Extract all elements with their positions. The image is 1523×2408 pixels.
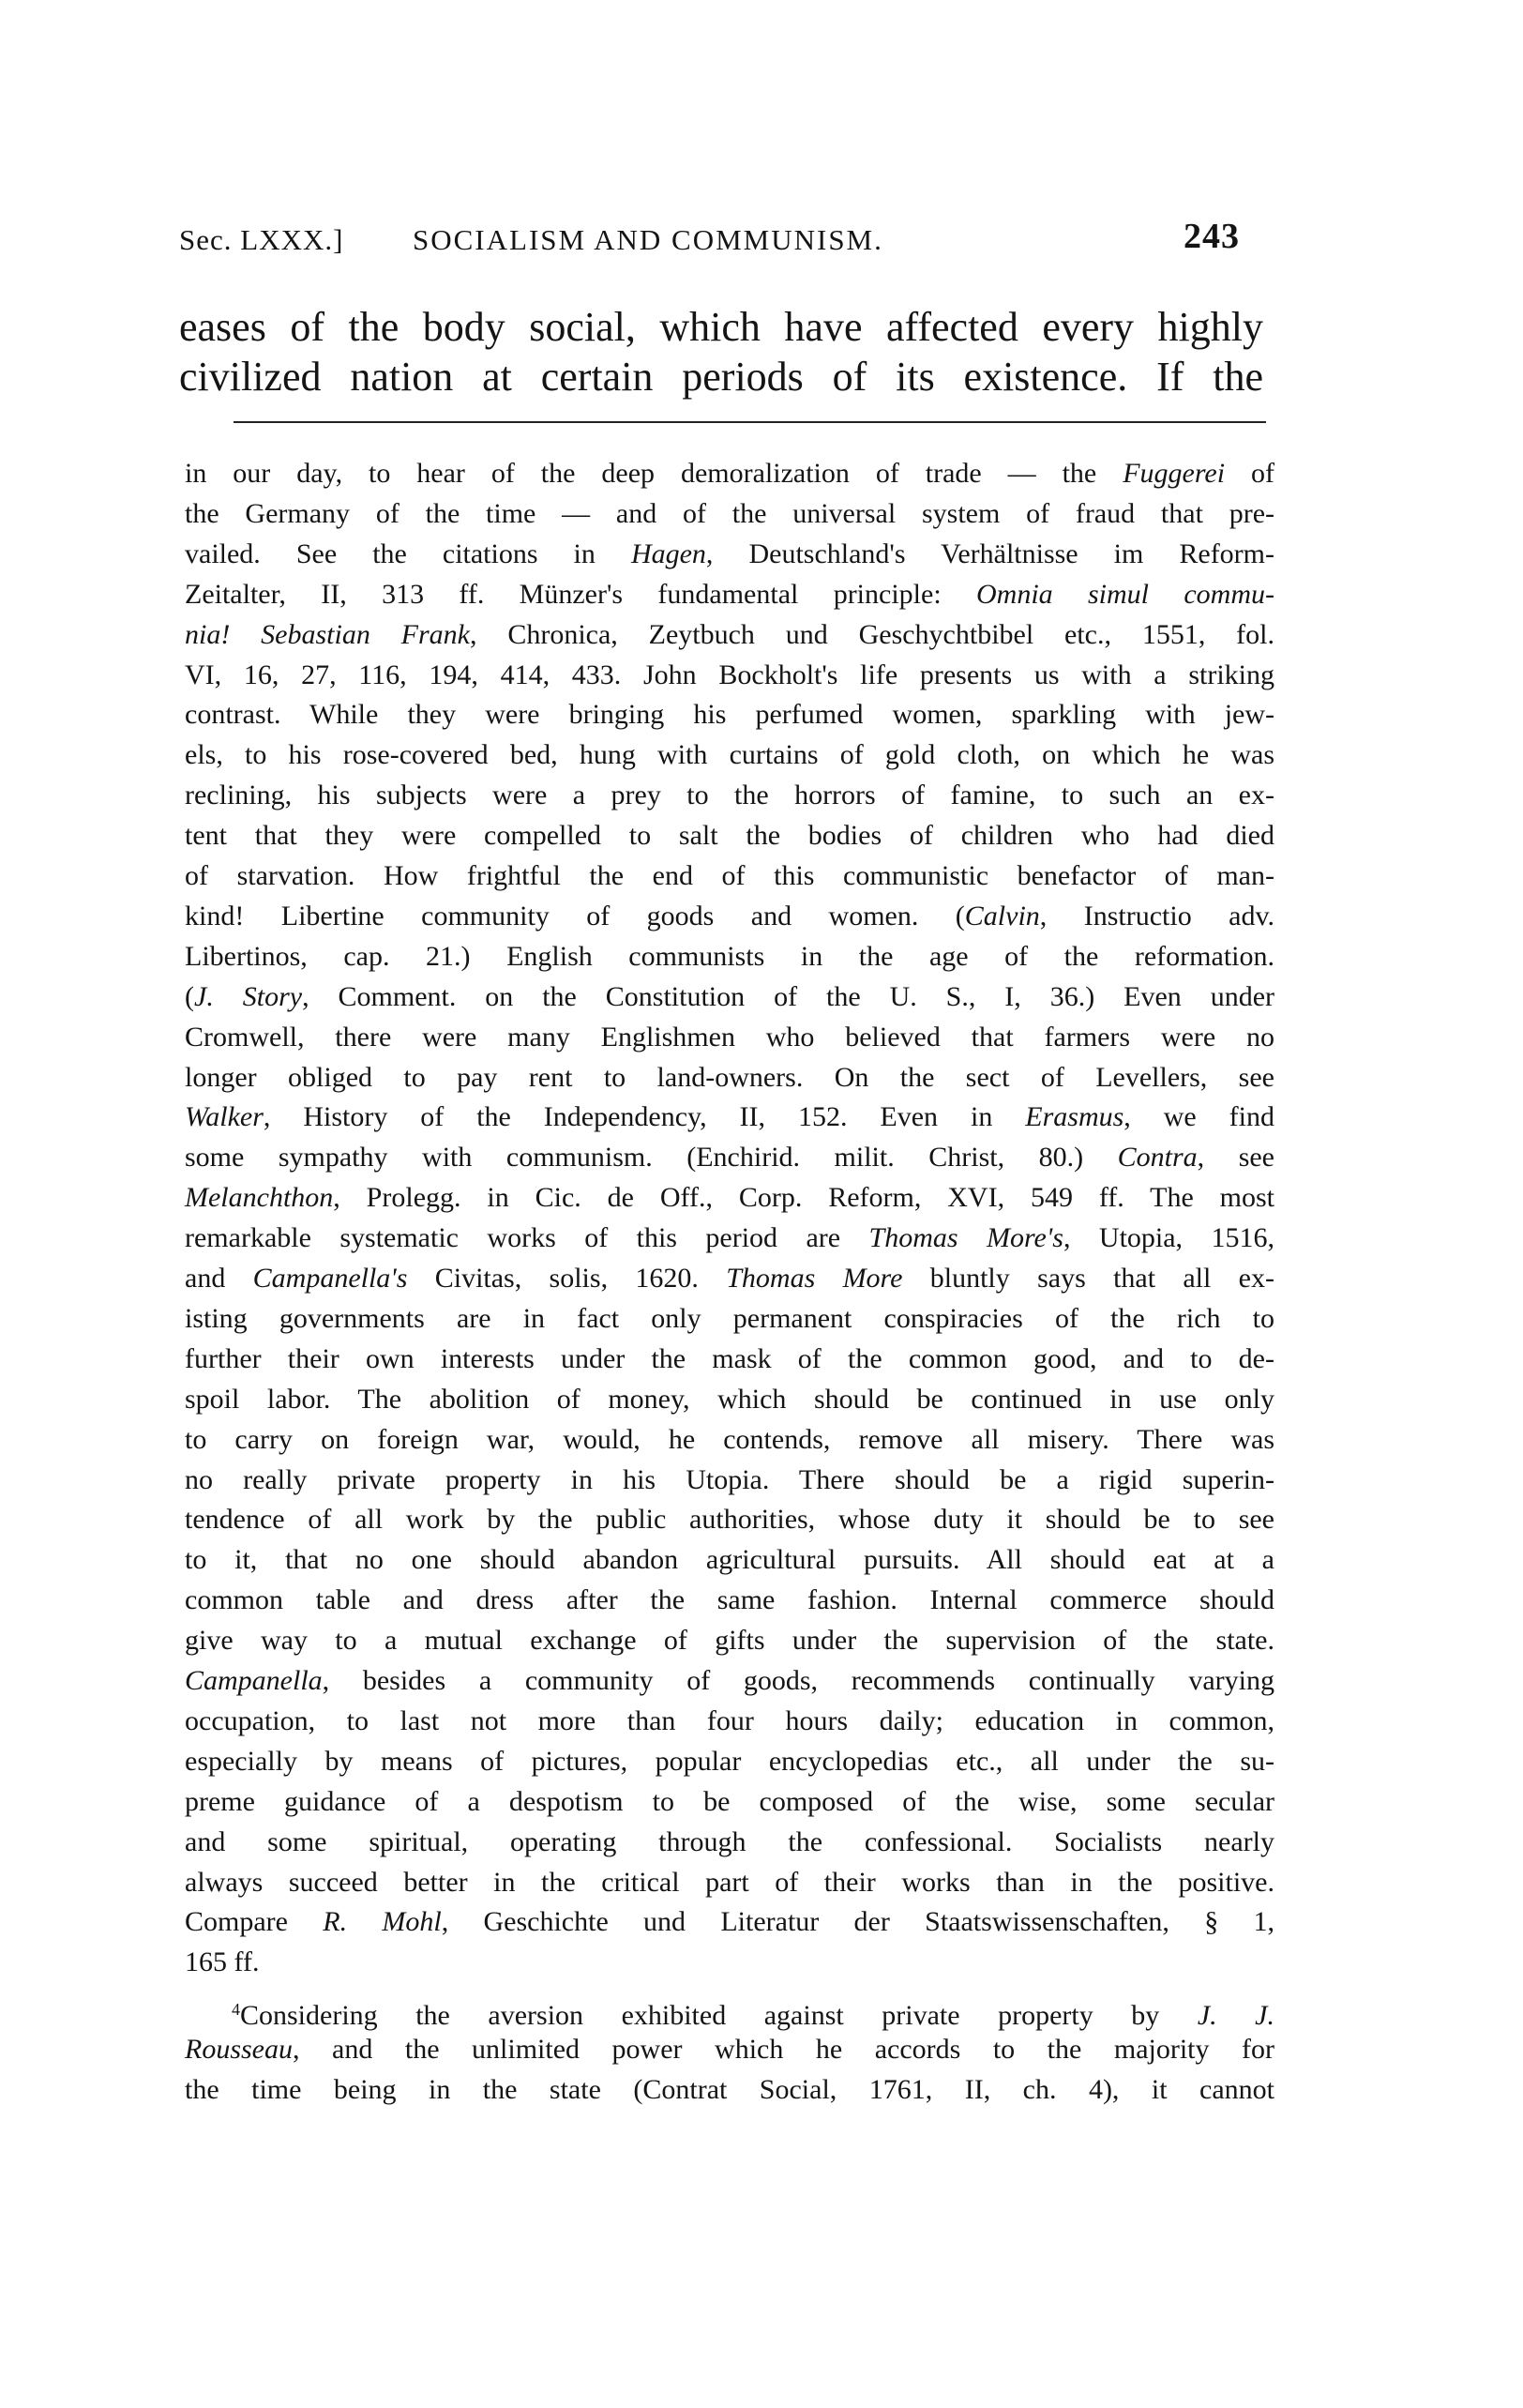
footnote-line xyxy=(185,2031,1274,2068)
text-run: preme guidance of a despotism to be composed of the wise, some secular xyxy=(185,1785,1274,1817)
text-run: , Prolegg. in Cic. de Off., Corp. Reform, XVI, 549 ff. The most xyxy=(333,1182,1274,1214)
footnote-line xyxy=(185,696,1274,734)
footnote-line xyxy=(185,1179,1274,1217)
footnote-line xyxy=(185,1300,1274,1338)
page-number: 243 xyxy=(1184,217,1240,256)
text-run: kind! Libertine community of goods and women. ( xyxy=(185,900,965,931)
text-run: common table and dress after the same fashion. Internal commerce should xyxy=(185,1584,1274,1616)
text-run: , we find xyxy=(1123,1101,1274,1133)
footnote-divider xyxy=(234,421,1266,423)
footnote-line xyxy=(185,1864,1274,1901)
text-run: , Instructio adv. xyxy=(1039,900,1274,931)
italic-citation: Campanella's xyxy=(252,1263,408,1294)
text-run: to carry on foreign war, would, he contends, remove all misery. There was xyxy=(185,1423,1274,1455)
footnote-line xyxy=(185,455,1274,492)
footnote-line xyxy=(185,1944,1274,1981)
italic-citation: Thomas More's xyxy=(868,1222,1063,1254)
text-run: , see xyxy=(1197,1142,1275,1174)
footnote-line xyxy=(185,857,1274,895)
body-text-line: civilized nation at certain periods of its existence. If the xyxy=(179,354,1263,400)
text-run: VI, 16, 27, 116, 194, 414, 433. John Bockholt's life presents us with a striking xyxy=(185,659,1274,690)
text-run: Zeitalter, II, 313 ff. Münzer's fundamental principle: xyxy=(185,578,976,610)
text-run: , and the unlimited power which he accords to the majority for xyxy=(293,2034,1274,2066)
footnote-line xyxy=(185,1824,1274,1861)
footnote-line xyxy=(232,1991,1274,2035)
text-run: Cromwell, there were many Englishmen who believed that farmers were no xyxy=(185,1021,1274,1053)
body-text-line: eases of the body social, which have affected every highly xyxy=(179,304,1263,350)
text-run: occupation, to last not more than four hours daily; education in common, xyxy=(185,1704,1274,1736)
text-run: , Deutschland's Verhältnisse im Reform- xyxy=(705,538,1274,569)
text-run: the Germany of the time — and of the universal system of fraud that pre- xyxy=(185,497,1274,529)
footnote-line xyxy=(185,1783,1274,1821)
footnote-line xyxy=(185,777,1274,814)
text-run: tent that they were compelled to salt the bodies of children who had died xyxy=(185,820,1274,852)
italic-citation: Contra xyxy=(1117,1142,1198,1174)
footnote-line xyxy=(185,1582,1274,1619)
text-run: isting governments are in fact only permanent conspiracies of the rich to xyxy=(185,1302,1274,1334)
footnote-line xyxy=(185,1461,1274,1499)
italic-citation: Rousseau xyxy=(185,2034,293,2066)
text-run: remarkable systematic works of this period are xyxy=(185,1222,869,1254)
text-run: of starvation. How frightful the end of this communistic benefactor of man- xyxy=(185,860,1274,891)
italic-citation: Melanchthon xyxy=(185,1182,334,1214)
italic-citation: Erasmus xyxy=(1025,1101,1124,1133)
text-run: of xyxy=(1225,458,1274,489)
italic-citation: nia! Sebastian Frank xyxy=(185,618,470,650)
footnote-marker: 4 xyxy=(232,2000,240,2020)
text-run: give way to a mutual exchange of gifts under the supervision of the state. xyxy=(185,1625,1274,1657)
text-run: and xyxy=(185,1263,253,1294)
italic-citation: Omnia simul commu- xyxy=(976,578,1274,610)
footnote-line xyxy=(185,1260,1274,1297)
section-label: Sec. LXXX.] xyxy=(179,223,344,256)
text-run: to it, that no one should abandon agricultural pursuits. All should eat at a xyxy=(185,1544,1274,1576)
footnote-line xyxy=(185,978,1274,1016)
footnote-line xyxy=(185,1219,1274,1257)
footnote-line xyxy=(185,1139,1274,1176)
footnote-line xyxy=(185,817,1274,855)
text-run: and some spiritual, operating through the confessional. Socialists nearly xyxy=(185,1825,1274,1857)
text-run: ( xyxy=(185,980,194,1012)
footnote-line xyxy=(185,1098,1274,1136)
text-run: els, to his rose-covered bed, hung with curtains of gold cloth, on which he was xyxy=(185,739,1274,771)
text-run: bluntly says that all ex- xyxy=(902,1263,1274,1294)
text-run: , Comment. on the Constitution of the U. S., I, 36.) Even under xyxy=(302,980,1274,1012)
text-run: Considering the aversion exhibited against private property by xyxy=(240,2000,1198,2032)
text-run: , besides a community of goods, recommends continually varying xyxy=(322,1665,1274,1696)
italic-citation: R. Mohl xyxy=(323,1906,442,1938)
text-run: , History of the Independency, II, 152. Even in xyxy=(263,1101,1026,1133)
footnote-line xyxy=(185,736,1274,774)
footnote-line xyxy=(185,2071,1274,2109)
footnote-line xyxy=(185,657,1274,694)
footnote-line xyxy=(185,1421,1274,1459)
footnote-line xyxy=(185,495,1274,533)
footnote-line xyxy=(185,1501,1274,1538)
footnote-line xyxy=(185,1019,1274,1056)
text-run: , Chronica, Zeytbuch und Geschychtbibel etc., 1551, fol. xyxy=(469,618,1274,650)
footnote-line xyxy=(185,938,1274,976)
footnote-line xyxy=(185,1340,1274,1378)
text-run: no really private property in his Utopia. There should be a rigid superin- xyxy=(185,1463,1274,1495)
text-run: in our day, to hear of the deep demoralization of trade — the xyxy=(185,458,1123,489)
italic-citation: Campanella xyxy=(185,1665,323,1696)
text-run: spoil labor. The abolition of money, which should be continued in use only xyxy=(185,1383,1274,1415)
footnote-line xyxy=(185,576,1274,613)
footnote-line xyxy=(185,1381,1274,1418)
italic-citation: J. Story xyxy=(194,980,303,1012)
text-run: reclining, his subjects were a prey to the horrors of famine, to such an ex- xyxy=(185,780,1274,811)
text-run: especially by means of pictures, popular encyclopedias etc., all under the su- xyxy=(185,1745,1274,1777)
text-run: 165 ff. xyxy=(185,1946,260,1978)
italic-citation: Walker xyxy=(185,1101,264,1133)
text-run: , Geschichte und Literatur der Staatswissenschaften, § 1, xyxy=(441,1906,1274,1938)
footnote-line xyxy=(185,1703,1274,1740)
text-run: further their own interests under the mask of the common good, and to de- xyxy=(185,1342,1274,1374)
footnote-line xyxy=(185,1662,1274,1700)
text-run: vailed. See the citations in xyxy=(185,538,631,569)
text-run: tendence of all work by the public authorities, whose duty it should be to see xyxy=(185,1504,1274,1536)
running-title: SOCIALISM AND COMMUNISM. xyxy=(413,223,883,256)
text-run: contrast. While they were bringing his perfumed women, sparkling with jew- xyxy=(185,699,1274,731)
text-run: Libertinos, cap. 21.) English communists in the age of the reformation. xyxy=(185,940,1274,972)
footnote-line xyxy=(185,898,1274,935)
footnote-line xyxy=(185,1743,1274,1780)
text-run: , Utopia, 1516, xyxy=(1063,1222,1274,1254)
text-run: some sympathy with communism. (Enchirid. milit. Christ, 80.) xyxy=(185,1142,1118,1174)
footnote-line xyxy=(185,616,1274,654)
footnote-line xyxy=(185,1903,1274,1941)
text-run: always succeed better in the critical part of their works than in the positive. xyxy=(185,1866,1274,1898)
italic-citation: Fuggerei xyxy=(1123,458,1226,489)
italic-citation: Hagen xyxy=(630,538,706,569)
italic-citation: J. J. xyxy=(1197,2000,1274,2032)
footnote-line xyxy=(185,536,1274,573)
footnote-line xyxy=(185,1622,1274,1659)
text-run: Civitas, solis, 1620. xyxy=(407,1263,727,1294)
text-run: Compare xyxy=(185,1906,324,1938)
footnote-line xyxy=(185,1059,1274,1097)
text-run: longer obliged to pay rent to land-owners. On the sect of Levellers, see xyxy=(185,1061,1274,1093)
italic-citation: Thomas More xyxy=(726,1263,903,1294)
text-run: the time being in the state (Contrat Social, 1761, II, ch. 4), it cannot xyxy=(185,2074,1274,2106)
italic-citation: Calvin xyxy=(964,900,1040,931)
footnote-line xyxy=(185,1541,1274,1579)
